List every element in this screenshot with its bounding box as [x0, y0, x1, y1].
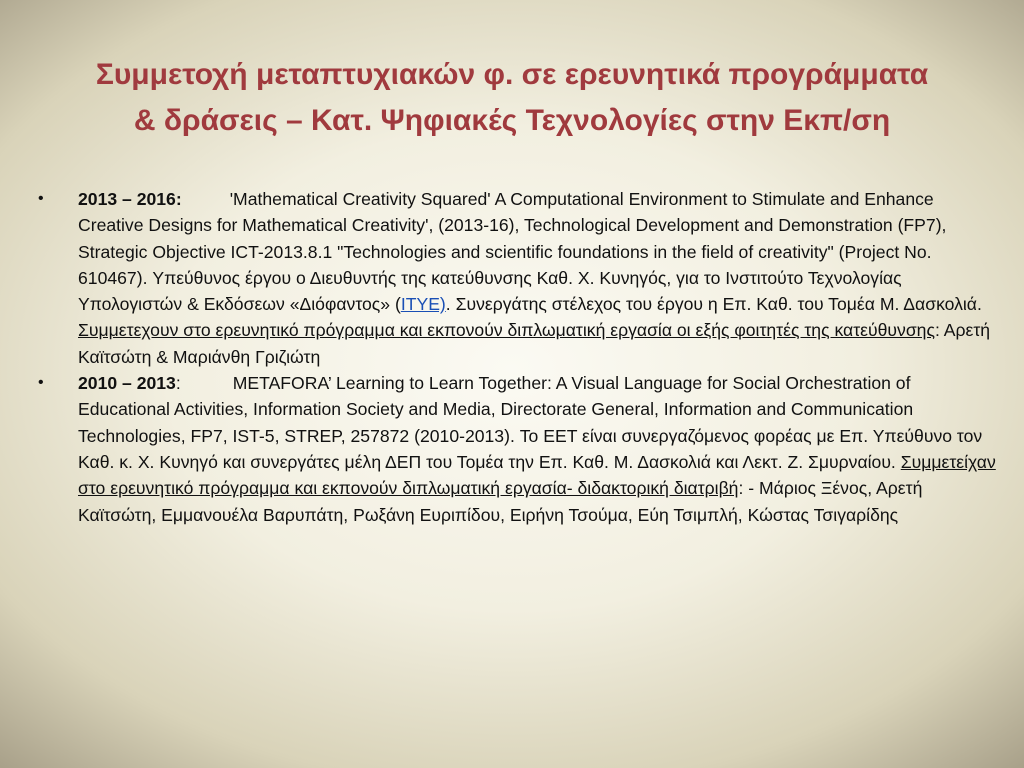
- itye-link[interactable]: ΙΤΥΕ): [400, 294, 446, 315]
- bullet-icon: •: [38, 374, 44, 392]
- slide-title: [0, 52, 1024, 144]
- bullet-icon: •: [38, 190, 44, 207]
- item-years-colon: :: [175, 373, 181, 394]
- title-line-2: & δράσεις – Κατ. Ψηφιακές Τεχνολογίες στην Εκπ/ση: [133, 104, 891, 137]
- item-underlined-text: Συμμετείχαν στο ερευνητικό πρόγραμμα και εκπονούν διπλωματική εργασία- διδακτορική διατριβή: [78, 451, 996, 499]
- list-item: [38, 186, 998, 370]
- item-text: METAFORA’ Learning to Learn Together: A Visual Language for Social Orchestration of Educational Activities, Information Society and Media, Directorate General, Information and Communication Technologies, FP7, IST-5, STREP, 257872 (2010-2013). Το ΕΕΤ είναι συνεργαζόμενος φορέας με Επ. Υπεύθυνο τον Καθ. κ. Χ. Κυνηγό και συνεργάτες μέλη ΔΕΠ του Τομέα την Επ. Καθ. Μ. Δασκολιά και Λεκτ. Ζ. Σμυρναίου.: [78, 373, 983, 472]
- item-years: 2013 – 2016:: [78, 189, 182, 209]
- title-line-1: Συμμετοχή μεταπτυχιακών φ. σε ερευνητικά προγράμματα: [95, 58, 929, 91]
- item-underlined-text: Συμμετεχουν στο ερευνητικό πρόγραμμα και εκπονούν διπλωματική εργασία οι εξής φοιτητές της κατεύθυνσης: [78, 320, 935, 341]
- bullet-list: [38, 186, 998, 528]
- item-text: 'Mathematical Creativity Squared' A Computational Environment to Stimulate and Enhance Creative Designs for Mathematical Creativity', (2013-16), Technological Development and Demonstration (FP7), Strategic Objective ICT-2013.8.1 "Technologies and scientific foundations in the field of creativity" (Project No. 610467). Υπεύθυνος έργου ο Διευθυντής της κατεύθυνσης Καθ. Χ. Κυνηγός, για το Ινστιτούτο Τεχνολογίας Υπολογιστών & Εκδόσεων «Διόφαντος» (: [78, 189, 947, 315]
- item-years: 2010 – 2013: [78, 373, 176, 394]
- item-tail-text: : Αρετή Καϊτσώτη & Μαριάνθη Γριζιώτη: [78, 320, 991, 367]
- item-tail-text: : - Μάριος Ξένος, Αρετή Καϊτσώτη, Εμμανουέλα Βαρυπάτη, Ρωξάνη Ευριπίδου, Ειρήνη Τσούμα, Εύη Τσιμπλή, Κώστας Τσιγαρίδης: [78, 478, 923, 525]
- item-text-after-link: . Συνεργάτης στέλεχος του έργου η Επ. Καθ. του Τομέα Μ. Δασκολιά.: [445, 294, 982, 315]
- list-item: [38, 370, 998, 528]
